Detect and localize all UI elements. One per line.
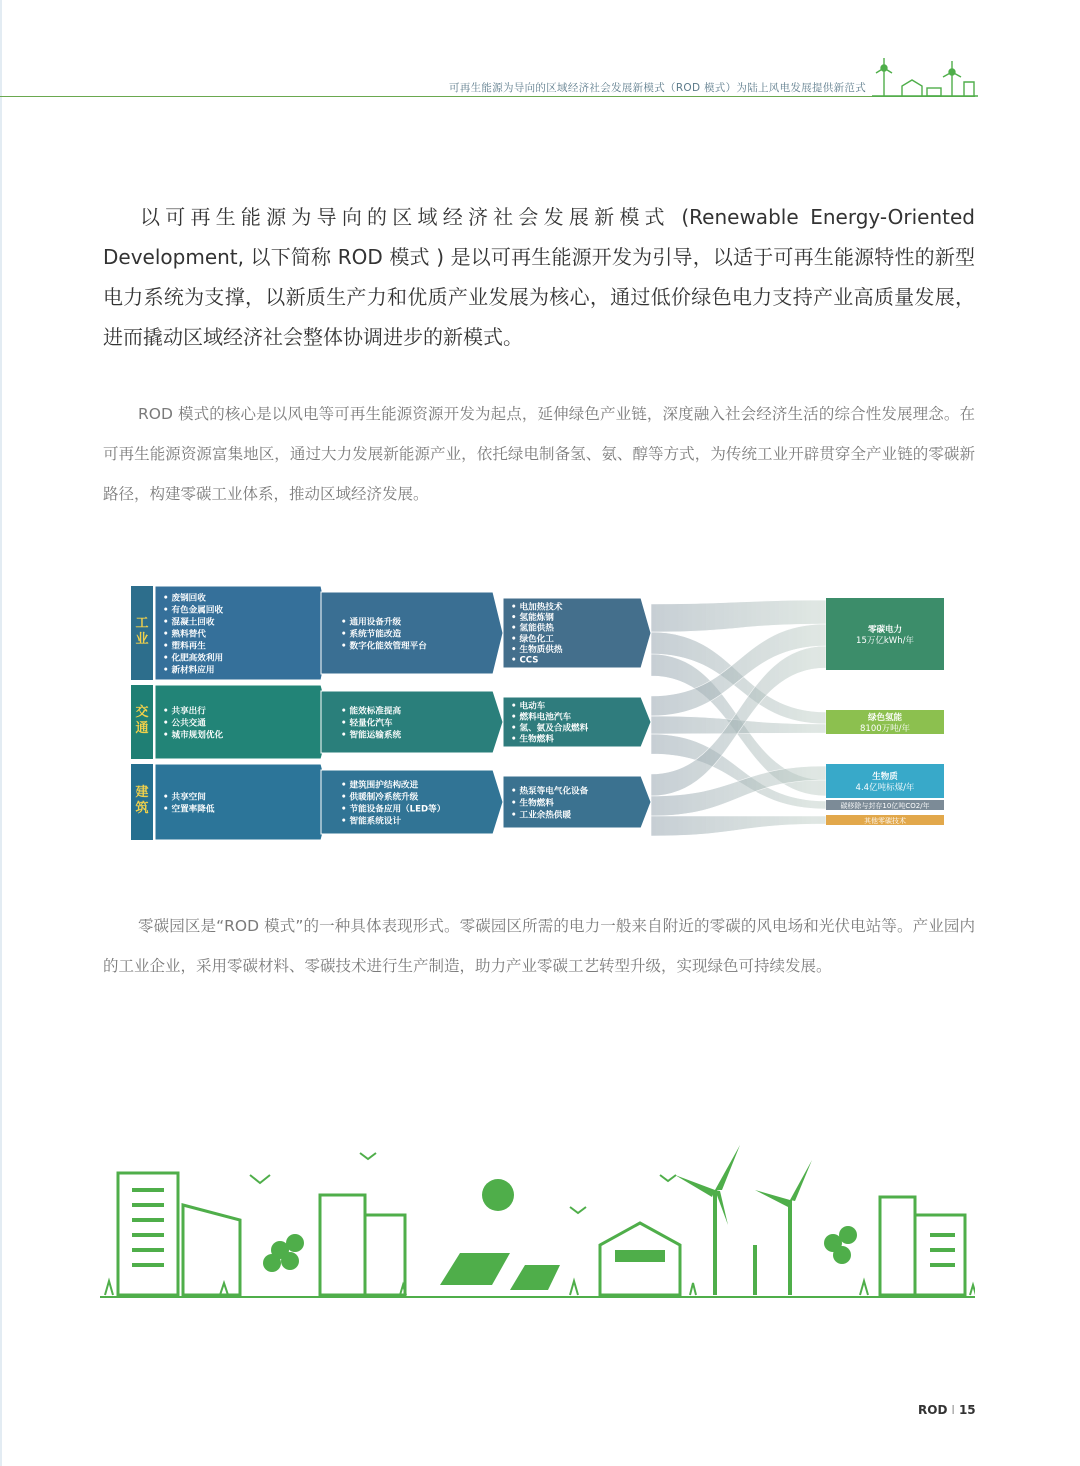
rod-sector-flow-diagram — [131, 584, 947, 842]
sector-measure-item: • 通用设备升级 — [341, 617, 402, 628]
sector-measure-item: • 生物质供热 — [511, 644, 563, 655]
header-wind-turbine-illustration — [872, 56, 978, 98]
output-title: 其他零碳技术 — [864, 817, 906, 825]
sector-measure-item: • 塑料再生 — [163, 641, 206, 652]
sector-measure-item: • 新材料应用 — [163, 665, 215, 676]
sector-measure-item: • 数字化能效管理平台 — [341, 641, 427, 652]
sector-measure-item: • 混凝土回收 — [163, 617, 215, 628]
sector-measure-item: • 智能系统设计 — [341, 816, 402, 827]
sector-measure-item: • 热泵等电气化设备 — [511, 786, 589, 797]
output-value: 15万亿kWh/年 — [856, 636, 914, 646]
page-edge-rule — [0, 0, 2, 1466]
sector-measure-item: • 工业余热供暖 — [511, 810, 572, 821]
output-title: 零碳电力 — [867, 625, 903, 635]
sector-label-char: 交 — [135, 705, 149, 720]
sector-label-char: 建 — [135, 785, 149, 800]
body-paragraph-2: 零碳园区是“ROD 模式”的一种具体表现形式。零碳园区所需的电力一般来自附近的零碳的风电场和光伏电站等。产业园内的工业企业，采用零碳材料、零碳技术进行生产制造，助力产业零碳工艺转型升级，实现绿色可持续发展。 — [103, 917, 975, 975]
sector-measure-item: • CCS — [511, 655, 539, 666]
sector-measure-item: • 能效标准提高 — [341, 706, 402, 717]
sector-label-char: 工 — [135, 616, 149, 631]
footer-brand: ROD — [918, 1403, 948, 1417]
sector-row — [131, 586, 651, 680]
body-paragraph-1: ROD 模式的核心是以风电等可再生能源资源开发为起点，延伸绿色产业链，深度融入社会经济生活的综合性发展理念。在可再生能源资源富集地区，通过大力发展新能源产业，依托绿电制备氢、氨、醇等方式，为传统工业开辟贯穿全产业链的零碳新路径，构建零碳工业体系，推动区域经济发展。 — [103, 405, 975, 503]
sector-measure-item: • 电加热技术 — [511, 602, 563, 613]
sector-measure-item: • 绿色化工 — [511, 634, 554, 645]
sector-measure-item: • 电动车 — [511, 701, 546, 712]
flow-band — [651, 816, 826, 836]
intro-paragraph: 以可再生能源为导向的区域经济社会发展新模式 (Renewable Energy-Oriented Development, 以下简称 ROD 模式 ) 是以可再生能源开发为引导，以适于可再生能源特性的新型电力系统为支撑，以新质生产力和优质产业发展为核心，通过低价绿色电力支持产业高质量发展，进而撬动区域经济社会整体协调进步的新模式。 — [103, 205, 975, 349]
footer-separator: I — [951, 1403, 955, 1417]
sector-measure-item: • 氢能供热 — [511, 623, 554, 634]
sector-measure-item: • 城市规划优化 — [163, 730, 224, 741]
running-header: 可再生能源为导向的区域经济社会发展新模式（ROD 模式）为陆上风电发展提供新范式 — [449, 82, 866, 94]
sector-measure-item: • 节能设备应用（LED等） — [341, 804, 446, 815]
sector-measure-item: • 公共交通 — [163, 718, 206, 729]
output-box — [826, 598, 944, 670]
green-city-illustration — [100, 1135, 975, 1300]
sector-measure-item: • 智能运输系统 — [341, 730, 402, 741]
sector-measure-item: • 化肥高效利用 — [163, 653, 224, 664]
output-box — [826, 710, 944, 734]
sector-measure-item: • 系统节能改造 — [341, 629, 402, 640]
output-box — [826, 815, 944, 825]
sector-label-char: 通 — [135, 721, 149, 736]
sector-row — [131, 764, 651, 840]
sector-measure-item: • 空置率降低 — [163, 804, 215, 815]
sector-measure-item: • 共享出行 — [163, 706, 206, 717]
header-rule — [0, 96, 975, 97]
sector-measure-item: • 轻量化汽车 — [341, 718, 393, 729]
sector-measure-item: • 有色金属回收 — [163, 605, 224, 616]
sector-measure-item: • 生物燃料 — [511, 798, 554, 809]
sector-label-char: 业 — [135, 632, 149, 647]
page-footer — [918, 1403, 976, 1417]
sector-measure-item: • 生物燃料 — [511, 734, 554, 745]
sector-row — [131, 685, 651, 759]
sector-measure-item: • 供暖制冷系统升级 — [341, 792, 419, 803]
output-value: 4.4亿吨标煤/年 — [855, 783, 915, 793]
sector-measure-item: • 燃料电池汽车 — [511, 712, 572, 723]
output-box — [826, 764, 944, 798]
output-title: 绿色氢能 — [867, 713, 903, 723]
sector-label-char: 筑 — [135, 801, 149, 816]
output-value: 8100万吨/年 — [860, 724, 910, 734]
sector-measure-item: • 废钢回收 — [163, 593, 206, 604]
page-number: 15 — [958, 1403, 976, 1417]
sector-measure-item: • 建筑围护结构改进 — [341, 780, 419, 791]
output-box — [826, 800, 944, 810]
output-title: 生物质 — [872, 772, 898, 782]
sector-measure-item: • 氢能炼钢 — [511, 612, 554, 623]
output-title: 碳移除与封存10亿吨CO2/年 — [840, 802, 930, 810]
flow-bands — [651, 600, 826, 836]
sector-measure-item: • 共享空间 — [163, 792, 206, 803]
sector-measure-item: • 熟料替代 — [163, 629, 206, 640]
sector-measure-item: • 氢、氨及合成燃料 — [511, 723, 589, 734]
